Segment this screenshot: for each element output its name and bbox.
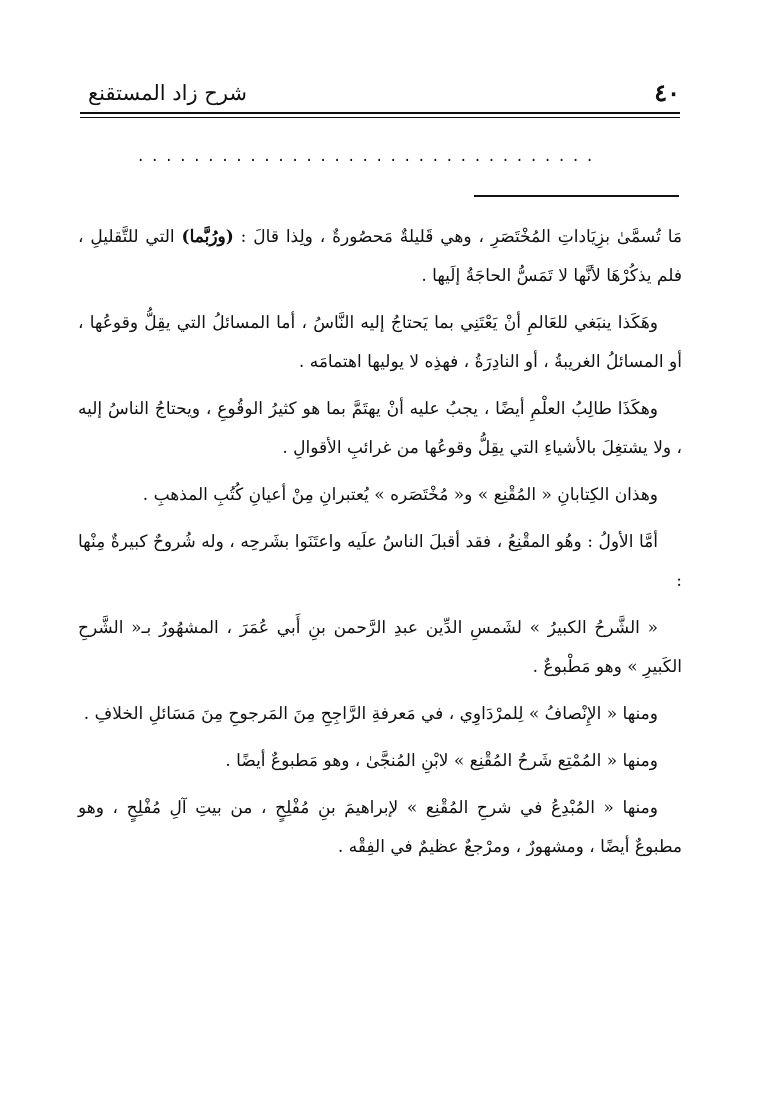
paragraph-1-highlight: (ورُبَّما) <box>181 227 234 247</box>
header-rule-thin <box>80 117 680 118</box>
body-text <box>78 218 682 875</box>
paragraph-3: وهكَذَا طالِبُ العلْمِ أيضًا ، يجبُ عليه أنْ يهتَمَّ بما هو كثيرُ الوقُوعِ ، ويحتاجُ الناسُ إليه ، ولا يشتغِلَ بالأشياءِ التي يقِلُّ وقوعُها من غرائبِ الأقوالِ . <box>78 399 682 458</box>
paragraph-8: ومنها « المُمْتِع شَرحُ المُقْنِع » لابْنِ المُنجَّىٰ ، وهو مَطبوعٌ أيضًا . <box>225 751 658 771</box>
paragraph-1-lead: مَا تُسمَّىٰ بزِيَاداتِ المُخْتَصَرِ ، وهي قَليلةٌ مَحصُورةٌ ، ولِذا قالَ : <box>240 227 682 247</box>
paragraph-4: وهذان الكِتابانِ « المُقْنِع » و« مُخْتَصَره » يُعتبرانِ مِنْ أعيانِ كُتُبِ المذهبِ . <box>142 485 658 505</box>
paragraph-7: ومنها « الإِنْصافُ » لِلمرْدَاوِي ، في مَعرفةِ الرَّاجِحِ مِنَ المَرجوحِ مِنَ مَسَائلِ الخلافِ . <box>83 704 658 724</box>
page-number: ٤٠ <box>654 78 680 107</box>
paragraph-5: أمَّا الأولُ : وهُو المقْنِعُ ، فقد أقبلَ الناسُ علَيه واعتَنَوا بشَرحِه ، وله شُروحٌ كبيرةٌ مِنْها : <box>78 532 682 591</box>
book-title: شرح زاد المستقنع <box>88 81 247 105</box>
paragraph-6: « الشَّرحُ الكبيرُ » لشَمسِ الدِّين عبدِ الرَّحمن بنِ أَبي عُمَرَ ، المشهُورُ بـ« الشَّرحِ الكَبيرِ » وهو مَطْبوعٌ . <box>78 618 682 677</box>
paragraph-9: ومنها « المُبْدِعُ في شرحِ المُقْنِع » لإبراهيمَ بنِ مُفْلِحٍ ، من بيتِ آلِ مُفْلِحٍ ، وهو مطبوعٌ أيضًا ، ومشهورٌ ، ومرْجعٌ عظيمٌ في الفِقْه . <box>78 798 682 857</box>
paragraph-1 <box>78 218 682 296</box>
dotted-separator: ................................. <box>136 150 600 164</box>
paragraph-1-tail: التي للتَّقليلِ ، فلم يذكُرْهَا لأنَّها لا تَمَسُّ الحاجَةُ إلَيها . <box>78 227 682 286</box>
page-header <box>80 78 680 110</box>
section-rule <box>474 195 679 197</box>
paragraph-2: وهَكَذا ينبَغي للعَالمِ أنْ يَعْتَنِي بما يَحتاجُ إليه النَّاسُ ، أما المسائلُ التي يقِلُّ وقوعُها ، أو المسائلُ الغريبةُ ، أو النادِرَةُ ، فهذِه لا يوليها اهتمامَه . <box>78 313 682 372</box>
header-rule-thick <box>80 112 680 114</box>
